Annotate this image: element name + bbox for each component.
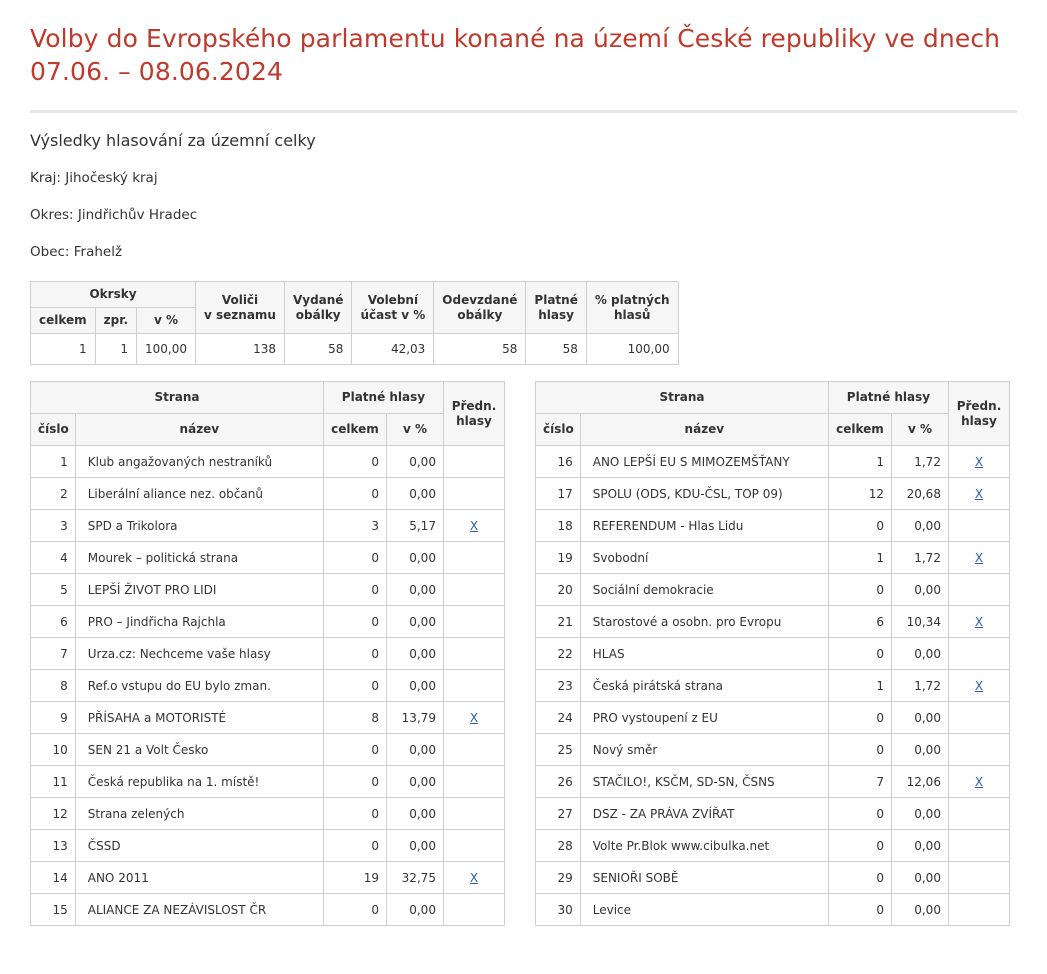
party-votes: 0 — [828, 894, 891, 926]
party-votes: 0 — [323, 478, 386, 510]
party-votes: 0 — [828, 798, 891, 830]
party-pref-cell[interactable] — [948, 766, 1009, 798]
party-pref-cell — [443, 606, 504, 638]
party-header-strana: Strana — [31, 382, 324, 414]
party-pref-cell — [948, 702, 1009, 734]
pref-votes-link[interactable]: X — [974, 486, 984, 501]
party-percent: 1,72 — [891, 670, 948, 702]
party-votes: 0 — [323, 734, 386, 766]
party-votes: 0 — [323, 830, 386, 862]
party-votes: 0 — [323, 798, 386, 830]
party-percent: 0,00 — [386, 670, 443, 702]
party-number: 19 — [536, 542, 581, 574]
party-percent: 0,00 — [891, 734, 948, 766]
party-header-valid-votes: Platné hlasy — [828, 382, 948, 414]
summary-header-percent: v % — [137, 308, 196, 334]
summary-value-valid-pct: 100,00 — [586, 334, 678, 365]
party-name: Volte Pr.Blok www.cibulka.net — [580, 830, 828, 862]
pref-votes-link[interactable]: X — [469, 870, 479, 885]
table-row — [536, 638, 1010, 670]
party-votes: 0 — [828, 638, 891, 670]
party-votes: 0 — [323, 574, 386, 606]
party-name: Nový směr — [580, 734, 828, 766]
party-header-percent: v % — [891, 414, 948, 446]
pref-votes-link[interactable]: X — [974, 454, 984, 469]
summary-header-total: celkem — [31, 308, 96, 334]
party-number: 5 — [31, 574, 76, 606]
table-row — [536, 478, 1010, 510]
party-header-pref — [443, 382, 504, 446]
party-votes: 6 — [828, 606, 891, 638]
party-number: 30 — [536, 894, 581, 926]
party-number: 2 — [31, 478, 76, 510]
summary-header-submitted-text: Odevzdané obálky — [442, 292, 518, 322]
party-votes: 0 — [828, 862, 891, 894]
party-pref-cell[interactable] — [948, 542, 1009, 574]
party-header-row-1-left — [31, 382, 505, 414]
party-percent: 0,00 — [891, 894, 948, 926]
pref-votes-link[interactable]: X — [469, 518, 479, 533]
table-row — [31, 574, 505, 606]
party-votes: 0 — [828, 830, 891, 862]
summary-header-valid — [526, 282, 586, 334]
party-votes: 7 — [828, 766, 891, 798]
table-row — [536, 606, 1010, 638]
party-percent: 0,00 — [386, 478, 443, 510]
summary-header-turnout-text: Volební účast v % — [360, 292, 426, 322]
party-votes: 0 — [323, 638, 386, 670]
title-divider — [30, 110, 1017, 113]
party-pref-cell — [948, 862, 1009, 894]
party-pref-cell — [948, 830, 1009, 862]
summary-header-submitted — [434, 282, 526, 334]
party-name: Mourek – politická strana — [75, 542, 323, 574]
party-pref-cell[interactable] — [443, 510, 504, 542]
summary-header-turnout — [352, 282, 434, 334]
party-number: 1 — [31, 446, 76, 478]
party-name: Strana zelených — [75, 798, 323, 830]
party-number: 25 — [536, 734, 581, 766]
summary-header-row-1 — [31, 282, 679, 308]
summary-header-voters — [196, 282, 285, 334]
party-percent: 12,06 — [891, 766, 948, 798]
party-number: 8 — [31, 670, 76, 702]
party-header-strana: Strana — [536, 382, 829, 414]
party-name: HLAS — [580, 638, 828, 670]
party-number: 3 — [31, 510, 76, 542]
party-percent: 0,00 — [891, 862, 948, 894]
party-votes: 19 — [323, 862, 386, 894]
party-number: 22 — [536, 638, 581, 670]
table-row — [31, 894, 505, 926]
party-votes: 0 — [828, 510, 891, 542]
summary-header-issued — [284, 282, 351, 334]
party-percent: 10,34 — [891, 606, 948, 638]
party-header-total: celkem — [828, 414, 891, 446]
party-name: SEN 21 a Volt Česko — [75, 734, 323, 766]
party-percent: 0,00 — [891, 798, 948, 830]
district-line: Okres: Jindřichův Hradec — [30, 207, 198, 223]
table-row — [536, 894, 1010, 926]
party-name: Česká pirátská strana — [580, 670, 828, 702]
summary-header-okrsky: Okrsky — [31, 282, 196, 308]
summary-header-issued-text: Vydané obálky — [292, 292, 344, 322]
party-percent: 0,00 — [891, 702, 948, 734]
party-votes: 12 — [828, 478, 891, 510]
party-votes: 0 — [828, 702, 891, 734]
party-number: 23 — [536, 670, 581, 702]
party-pref-cell[interactable] — [948, 446, 1009, 478]
party-votes: 0 — [828, 574, 891, 606]
party-percent: 0,00 — [891, 830, 948, 862]
party-percent: 0,00 — [386, 830, 443, 862]
party-votes: 1 — [828, 542, 891, 574]
party-header-row-2-left — [31, 414, 505, 446]
party-header-pref-text: Předn. hlasy — [451, 399, 497, 428]
party-name: Levice — [580, 894, 828, 926]
party-number: 12 — [31, 798, 76, 830]
party-number: 4 — [31, 542, 76, 574]
party-header-row-2-right — [536, 414, 1010, 446]
party-votes: 0 — [323, 670, 386, 702]
party-votes: 1 — [828, 446, 891, 478]
party-number: 17 — [536, 478, 581, 510]
party-percent: 0,00 — [386, 638, 443, 670]
party-votes: 1 — [828, 670, 891, 702]
party-tables-wrapper — [30, 381, 1017, 926]
party-name: REFERENDUM - Hlas Lidu — [580, 510, 828, 542]
party-pref-cell — [443, 830, 504, 862]
summary-header-voters-text: Voliči v seznamu — [204, 292, 276, 322]
pref-votes-link[interactable]: X — [974, 550, 984, 565]
table-row — [31, 670, 505, 702]
party-pref-cell — [443, 766, 504, 798]
party-name: ALIANCE ZA NEZÁVISLOST ČR — [75, 894, 323, 926]
party-votes: 0 — [323, 446, 386, 478]
party-header-total: celkem — [323, 414, 386, 446]
party-name: PRO – Jindřicha Rajchla — [75, 606, 323, 638]
party-percent: 1,72 — [891, 446, 948, 478]
summary-header-valid-pct-text: % platných hlasů — [594, 292, 670, 322]
party-percent: 0,00 — [386, 734, 443, 766]
table-row — [31, 446, 505, 478]
party-number: 11 — [31, 766, 76, 798]
table-row — [536, 830, 1010, 862]
party-number: 16 — [536, 446, 581, 478]
party-pref-cell — [443, 574, 504, 606]
table-row — [536, 574, 1010, 606]
party-votes: 0 — [828, 734, 891, 766]
party-header-percent: v % — [386, 414, 443, 446]
party-name: Sociální demokracie — [580, 574, 828, 606]
table-row — [31, 606, 505, 638]
party-number: 15 — [31, 894, 76, 926]
party-table-right-body — [536, 446, 1010, 926]
party-percent: 0,00 — [386, 446, 443, 478]
table-row — [31, 766, 505, 798]
table-row — [536, 542, 1010, 574]
table-row — [31, 734, 505, 766]
summary-data-row — [31, 334, 679, 365]
table-row — [31, 478, 505, 510]
table-row — [31, 638, 505, 670]
party-number: 14 — [31, 862, 76, 894]
party-number: 20 — [536, 574, 581, 606]
party-votes: 0 — [323, 606, 386, 638]
summary-header-processed: zpr. — [95, 308, 136, 334]
region-line: Kraj: Jihočeský kraj — [30, 170, 158, 186]
party-number: 7 — [31, 638, 76, 670]
party-name: ČSSD — [75, 830, 323, 862]
party-number: 27 — [536, 798, 581, 830]
party-name: Urza.cz: Nechceme vaše hlasy — [75, 638, 323, 670]
party-name: SENIOŘI SOBĚ — [580, 862, 828, 894]
summary-value-issued: 58 — [284, 334, 351, 365]
table-row — [536, 702, 1010, 734]
table-row — [31, 798, 505, 830]
party-number: 29 — [536, 862, 581, 894]
party-header-number: číslo — [31, 414, 76, 446]
party-votes: 8 — [323, 702, 386, 734]
table-row — [536, 798, 1010, 830]
party-votes: 0 — [323, 894, 386, 926]
party-votes: 0 — [323, 766, 386, 798]
party-name: SPD a Trikolora — [75, 510, 323, 542]
party-number: 18 — [536, 510, 581, 542]
party-name: ANO 2011 — [75, 862, 323, 894]
party-name: DSZ - ZA PRÁVA ZVÍŘAT — [580, 798, 828, 830]
party-table-left — [30, 381, 505, 926]
section-title: Výsledky hlasování za územní celky — [30, 131, 316, 150]
table-row — [31, 862, 505, 894]
party-name: STAČILO!, KSČM, SD-SN, ČSNS — [580, 766, 828, 798]
party-votes: 0 — [323, 542, 386, 574]
page-title: Volby do Evropského parlamentu konané na území České republiky ve dnech 07.06. – 08.06.2024 — [30, 24, 1001, 86]
party-percent: 32,75 — [386, 862, 443, 894]
party-percent: 20,68 — [891, 478, 948, 510]
party-percent: 0,00 — [386, 798, 443, 830]
table-row — [31, 542, 505, 574]
table-row — [536, 446, 1010, 478]
party-pref-cell[interactable] — [443, 862, 504, 894]
party-pref-cell — [443, 798, 504, 830]
municipality-line: Obec: Frahelž — [30, 244, 123, 260]
party-pref-cell — [443, 734, 504, 766]
party-name: PRO vystoupení z EU — [580, 702, 828, 734]
summary-value-turnout: 42,03 — [352, 334, 434, 365]
pref-votes-link[interactable]: X — [974, 678, 984, 693]
party-table-right — [535, 381, 1010, 926]
summary-value-valid: 58 — [526, 334, 586, 365]
party-pref-cell[interactable] — [948, 478, 1009, 510]
party-pref-cell[interactable] — [948, 670, 1009, 702]
party-header-name: název — [580, 414, 828, 446]
party-header-valid-votes: Platné hlasy — [323, 382, 443, 414]
party-name: Ref.o vstupu do EU bylo zman. — [75, 670, 323, 702]
party-name: Klub angažovaných nestraníků — [75, 446, 323, 478]
party-percent: 0,00 — [891, 574, 948, 606]
party-percent: 13,79 — [386, 702, 443, 734]
party-header-pref — [948, 382, 1009, 446]
party-pref-cell — [443, 670, 504, 702]
party-name: Česká republika na 1. místě! — [75, 766, 323, 798]
table-row — [536, 510, 1010, 542]
summary-value-submitted: 58 — [434, 334, 526, 365]
party-pref-cell — [443, 638, 504, 670]
party-pref-cell — [948, 894, 1009, 926]
summary-value-processed: 1 — [95, 334, 136, 365]
table-row — [31, 510, 505, 542]
party-percent: 0,00 — [386, 894, 443, 926]
party-pref-cell — [443, 894, 504, 926]
party-name: Liberální aliance nez. občanů — [75, 478, 323, 510]
party-pref-cell — [443, 446, 504, 478]
table-row — [31, 830, 505, 862]
party-header-name: název — [75, 414, 323, 446]
party-name: Svobodní — [580, 542, 828, 574]
party-pref-cell — [948, 798, 1009, 830]
party-percent: 0,00 — [386, 606, 443, 638]
table-row — [536, 766, 1010, 798]
table-row — [31, 702, 505, 734]
party-number: 6 — [31, 606, 76, 638]
party-pref-cell[interactable] — [443, 702, 504, 734]
party-name: Starostové a osobn. pro Evropu — [580, 606, 828, 638]
party-number: 24 — [536, 702, 581, 734]
party-name: PŘÍSAHA a MOTORISTÉ — [75, 702, 323, 734]
summary-value-total: 1 — [31, 334, 96, 365]
party-number: 21 — [536, 606, 581, 638]
party-number: 9 — [31, 702, 76, 734]
party-pref-cell — [948, 574, 1009, 606]
summary-value-percent: 100,00 — [137, 334, 196, 365]
party-header-row-1-right — [536, 382, 1010, 414]
party-pref-cell — [443, 478, 504, 510]
table-row — [536, 734, 1010, 766]
summary-header-valid-text: Platné hlasy — [534, 292, 578, 322]
party-pref-cell — [948, 638, 1009, 670]
party-name: SPOLU (ODS, KDU-ČSL, TOP 09) — [580, 478, 828, 510]
party-percent: 1,72 — [891, 542, 948, 574]
party-number: 10 — [31, 734, 76, 766]
party-percent: 0,00 — [386, 766, 443, 798]
party-votes: 3 — [323, 510, 386, 542]
party-percent: 5,17 — [386, 510, 443, 542]
party-name: LEPŠÍ ŽIVOT PRO LIDI — [75, 574, 323, 606]
party-pref-cell — [443, 542, 504, 574]
party-pref-cell — [948, 734, 1009, 766]
summary-header-valid-pct — [586, 282, 678, 334]
party-number: 26 — [536, 766, 581, 798]
pref-votes-link[interactable]: X — [974, 774, 984, 789]
party-name: ANO LEPŠÍ EU S MIMOZEMŠŤANY — [580, 446, 828, 478]
party-table-left-body — [31, 446, 505, 926]
party-number: 28 — [536, 830, 581, 862]
party-header-pref-text: Předn. hlasy — [956, 399, 1002, 428]
summary-table — [30, 281, 679, 365]
party-percent: 0,00 — [891, 510, 948, 542]
party-percent: 0,00 — [386, 574, 443, 606]
pref-votes-link[interactable]: X — [974, 614, 984, 629]
table-row — [536, 862, 1010, 894]
party-header-number: číslo — [536, 414, 581, 446]
party-percent: 0,00 — [386, 542, 443, 574]
pref-votes-link[interactable]: X — [469, 710, 479, 725]
party-number: 13 — [31, 830, 76, 862]
party-percent: 0,00 — [891, 638, 948, 670]
party-pref-cell — [948, 510, 1009, 542]
table-row — [536, 670, 1010, 702]
party-pref-cell[interactable] — [948, 606, 1009, 638]
summary-value-voters: 138 — [196, 334, 285, 365]
